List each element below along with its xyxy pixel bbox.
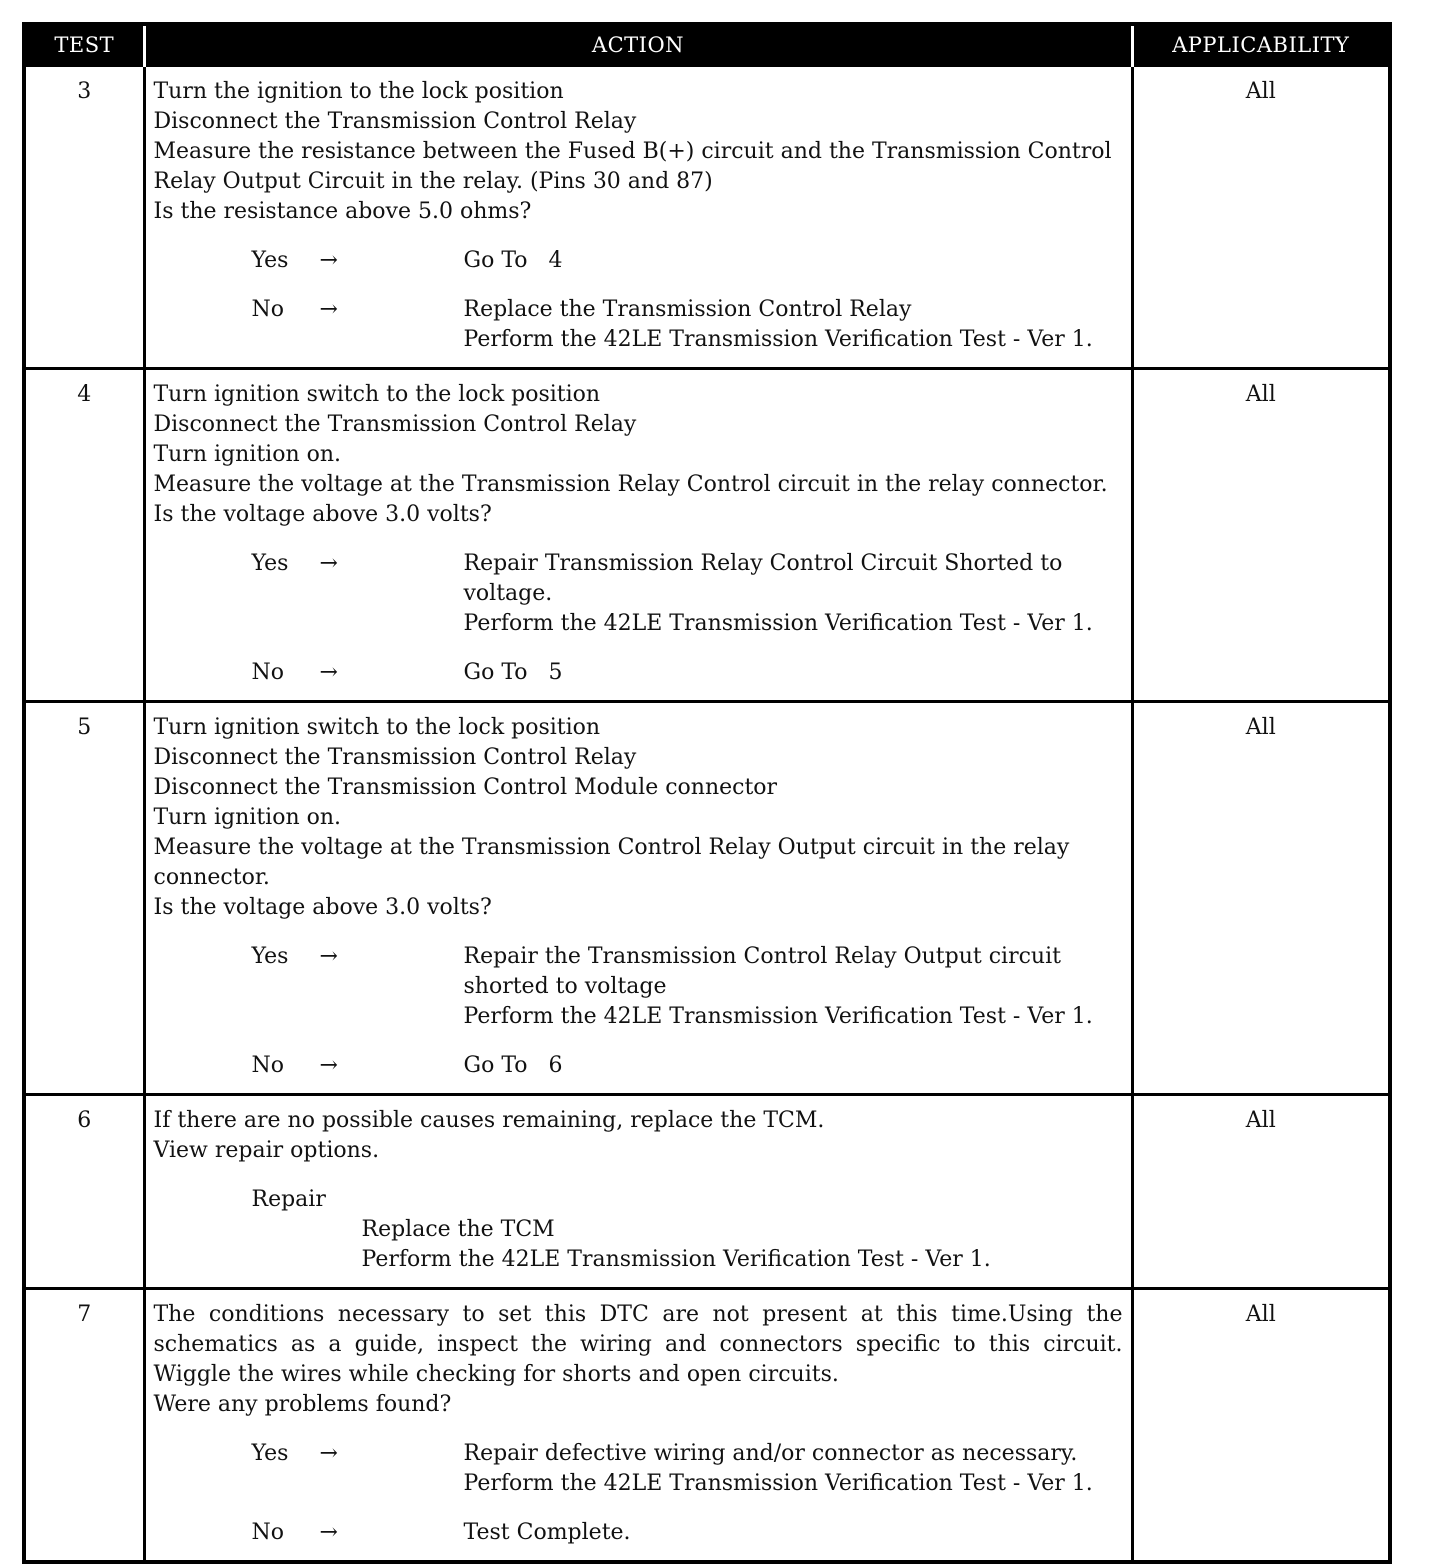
action-cell xyxy=(144,1095,1132,1289)
header-applicability: APPLICABILITY xyxy=(1132,24,1390,66)
action-cell xyxy=(144,369,1132,702)
yes-result: Perform the 42LE Transmission Verification Test - Ver 1. xyxy=(463,1004,1093,1029)
action-line: View repair options. xyxy=(153,1138,380,1163)
no-result: Replace the Transmission Control Relay xyxy=(463,297,912,322)
no-label: No xyxy=(251,660,284,685)
yes-branch xyxy=(252,549,1123,639)
no-result: Go To 6 xyxy=(463,1053,563,1078)
repair-step: Replace the TCM xyxy=(361,1217,555,1242)
repair-label: Repair xyxy=(251,1187,326,1212)
action-line: Turn ignition on. xyxy=(153,805,342,830)
no-result: Test Complete. xyxy=(463,1520,631,1545)
applicability-value: All xyxy=(1132,702,1390,1095)
repair-step: Perform the 42LE Transmission Verification Test - Ver 1. xyxy=(361,1247,991,1272)
table-header-row xyxy=(24,24,1390,66)
yes-branch xyxy=(252,246,1123,276)
arrow-icon: → xyxy=(319,1520,338,1545)
action-cell xyxy=(144,66,1132,369)
applicability-value: All xyxy=(1132,66,1390,369)
no-result: Perform the 42LE Transmission Verification Test - Ver 1. xyxy=(463,327,1093,352)
no-result: Go To 5 xyxy=(463,660,563,685)
header-test: TEST xyxy=(24,24,144,66)
action-cell xyxy=(144,702,1132,1095)
test-number: 3 xyxy=(24,66,144,369)
no-label: No xyxy=(251,1053,284,1078)
action-line: Were any problems found? xyxy=(153,1392,452,1417)
no-branch xyxy=(252,1518,1123,1548)
action-line: Disconnect the Transmission Control Relay xyxy=(153,412,637,437)
arrow-icon: → xyxy=(319,551,338,576)
yes-result: Perform the 42LE Transmission Verification Test - Ver 1. xyxy=(463,611,1093,636)
applicability-value: All xyxy=(1132,1095,1390,1289)
yes-label: Yes xyxy=(251,944,289,969)
table-row xyxy=(24,702,1390,1095)
yes-result: Repair defective wiring and/or connector as necessary. xyxy=(463,1441,1078,1466)
header-action: ACTION xyxy=(144,24,1132,66)
yes-branch xyxy=(252,942,1123,1032)
yes-result: Perform the 42LE Transmission Verification Test - Ver 1. xyxy=(463,1471,1093,1496)
action-cell xyxy=(144,1289,1132,1563)
yes-branch xyxy=(252,1439,1123,1499)
action-line: Turn ignition on. xyxy=(153,442,342,467)
action-line: The conditions necessary to set this DTC are not present at this time.Using the schematics as a guide, inspect the wiring and connectors specific to this circuit. Wiggle the wires while checking for shorts and open circuits. xyxy=(153,1302,1123,1387)
action-line: Is the resistance above 5.0 ohms? xyxy=(153,199,532,224)
action-line: Measure the voltage at the Transmission Control Relay Output circuit in the relay connector. xyxy=(153,835,1070,890)
action-line: Disconnect the Transmission Control Relay xyxy=(153,109,637,134)
yes-label: Yes xyxy=(251,248,289,273)
action-line: Turn ignition switch to the lock position xyxy=(153,715,601,740)
action-line: Turn ignition switch to the lock position xyxy=(153,382,601,407)
arrow-icon: → xyxy=(319,1441,338,1466)
table-row xyxy=(24,66,1390,369)
table-row xyxy=(24,1095,1390,1289)
diagnostic-test-table xyxy=(22,22,1392,1564)
yes-result: Repair Transmission Relay Control Circuit Shorted to voltage. xyxy=(463,551,1063,606)
repair-options xyxy=(362,1215,1123,1275)
no-label: No xyxy=(251,297,284,322)
no-label: No xyxy=(251,1520,284,1545)
no-branch xyxy=(252,295,1123,355)
no-branch xyxy=(252,1051,1123,1081)
arrow-icon: → xyxy=(319,944,338,969)
action-line: Disconnect the Transmission Control Relay xyxy=(153,745,637,770)
action-line: Measure the voltage at the Transmission Relay Control circuit in the relay connector. xyxy=(153,472,1108,497)
arrow-icon: → xyxy=(319,248,338,273)
arrow-icon: → xyxy=(319,660,338,685)
action-line: Is the voltage above 3.0 volts? xyxy=(153,502,492,527)
action-line: If there are no possible causes remaining, replace the TCM. xyxy=(153,1108,825,1133)
test-number: 7 xyxy=(24,1289,144,1563)
no-branch xyxy=(252,658,1123,688)
yes-label: Yes xyxy=(251,551,289,576)
test-number: 6 xyxy=(24,1095,144,1289)
test-number: 5 xyxy=(24,702,144,1095)
yes-result: Repair the Transmission Control Relay Output circuit shorted to voltage xyxy=(463,944,1061,999)
yes-result: Go To 4 xyxy=(463,248,563,273)
yes-label: Yes xyxy=(251,1441,289,1466)
arrow-icon: → xyxy=(319,1053,338,1078)
action-line: Measure the resistance between the Fused B(+) circuit and the Transmission Control Relay Output Circuit in the relay. (Pins 30 and 87) xyxy=(153,139,1112,194)
action-line: Turn the ignition to the lock position xyxy=(153,79,564,104)
action-line: Disconnect the Transmission Control Module connector xyxy=(153,775,778,800)
applicability-value: All xyxy=(1132,369,1390,702)
action-line: Is the voltage above 3.0 volts? xyxy=(153,895,492,920)
table-row xyxy=(24,1289,1390,1563)
test-number: 4 xyxy=(24,369,144,702)
applicability-value: All xyxy=(1132,1289,1390,1563)
table-row xyxy=(24,369,1390,702)
arrow-icon: → xyxy=(319,297,338,322)
